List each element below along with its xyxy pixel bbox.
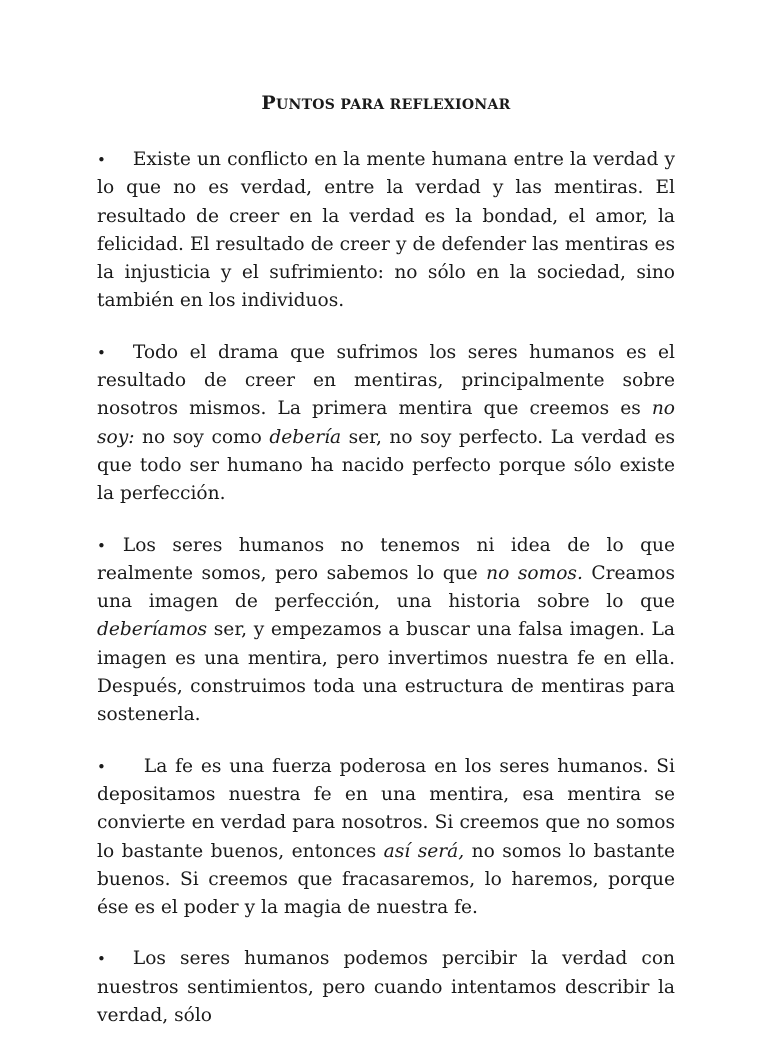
bullet-marker: • [97, 950, 106, 969]
paragraph-3-emphasis-1: no somos. [486, 562, 583, 584]
bullet-marker: • [97, 151, 106, 169]
paragraph-4-emphasis-1: así será, [383, 840, 465, 862]
paragraph-3 [97, 532, 675, 730]
paragraph-3-text-c: ser, y empezamos a buscar una falsa imagen. La imagen es una mentira, pero invertimos nuestra fe en ella. Después, construimos toda una estructura de mentiras para sostenerla. [97, 619, 675, 726]
paragraph-3-text-a: Los seres humanos no tenemos ni idea de lo que realmente somos, pero sabemos lo que [97, 534, 675, 584]
paragraph-1 [97, 146, 675, 316]
section-title [0, 92, 772, 114]
title-initial: P [261, 92, 276, 114]
paragraph-1-text: Existe un conflicto en la mente humana entre la verdad y lo que no es verdad, entre la verdad y las mentiras. El resultado de creer en la verdad es la bondad, el amor, la felicidad. El resultado de creer y de defender las mentiras es la injusticia y el sufrimiento: no sólo en la sociedad, sino también en los individuos. [97, 149, 675, 312]
paragraph-4 [97, 753, 675, 923]
paragraph-4-text-a: La fe es una fuerza poderosa en los seres humanos. Si depositamos nuestra fe en una mentira, esa mentira se convierte en verdad para nosotros. Si creemos que no somos lo bastante buenos, entonces [97, 755, 675, 862]
paragraph-5 [97, 945, 675, 1030]
title-smallcaps: UNTOS PARA REFLEXIONAR [275, 97, 511, 113]
paragraph-2-text-c: ser, no soy perfecto. La verdad es que todo ser humano ha nacido perfecto porque sólo existe la perfección. [97, 426, 675, 505]
bullet-marker: • [97, 343, 106, 362]
paragraph-3-emphasis-2: deberíamos [97, 619, 208, 641]
paragraph-2 [97, 339, 675, 509]
paragraph-2-text-b: no soy como [134, 426, 270, 448]
paragraph-4-text-b: no somos lo bastante buenos. Si creemos que fracasaremos, lo haremos, porque ése es el poder y la magia de nuestra fe. [97, 840, 675, 919]
paragraph-3-text-b: Creamos una imagen de perfección, una historia sobre lo que [97, 562, 675, 613]
bullet-marker: • [97, 757, 106, 776]
body-text [97, 146, 675, 1053]
bullet-marker: • [97, 536, 106, 555]
paragraph-2-emphasis-1: no soy: [97, 398, 675, 448]
paragraph-2-text-a: Todo el drama que sufrimos los seres humanos es el resultado de creer en mentiras, principalmente sobre nosotros mismos. La primera mentira que creemos es [97, 341, 675, 420]
paragraph-2-emphasis-2: debería [269, 426, 342, 448]
paragraph-5-text: Los seres humanos podemos percibir la verdad con nuestros sentimientos, pero cuando intentamos describir la verdad, sólo [97, 948, 675, 1027]
